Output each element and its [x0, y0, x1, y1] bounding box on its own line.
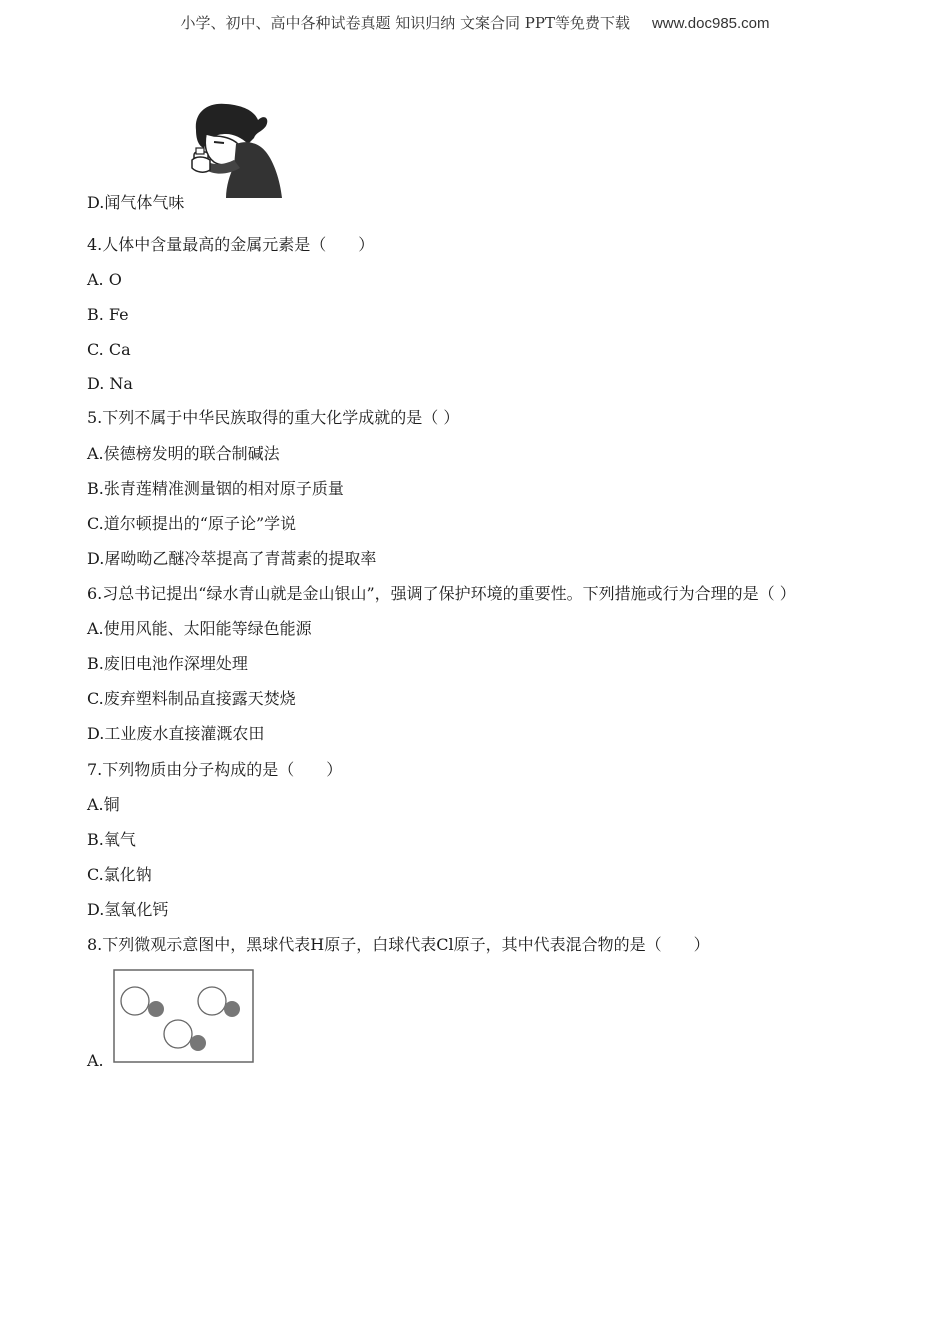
q4-option-b: B. Fe [87, 305, 129, 324]
q5-option-d: D.屠呦呦乙醚冷萃提高了青蒿素的提取率 [87, 549, 377, 568]
q4-stem: 4.人体中含量最高的金属元素是（ ） [87, 235, 375, 254]
q4-option-c: C. Ca [87, 340, 131, 359]
q7-option-d: D.氢氧化钙 [87, 900, 169, 919]
q6-option-b: B.废旧电池作深埋处理 [87, 654, 248, 673]
q7-stem: 7.下列物质由分子构成的是（ ） [87, 760, 343, 779]
page-header [0, 12, 950, 33]
q4-option-d: D. Na [87, 374, 133, 393]
q3-option-d: D.闻气体气味 [87, 193, 185, 212]
q6-option-a: A.使用风能、太阳能等绿色能源 [87, 619, 312, 638]
q5-stem: 5.下列不属于中华民族取得的重大化学成就的是（ ） [87, 408, 460, 427]
q6-option-c: C.废弃塑料制品直接露天焚烧 [87, 689, 296, 708]
q7-option-a: A.铜 [87, 795, 120, 814]
q4-option-a: A. O [87, 270, 122, 289]
q6-stem: 6.习总书记提出“绿水青山就是金山银山”，强调了保护环境的重要性。下列措施或行为合理的是（ ） [87, 584, 796, 603]
header-site: www.doc985.com [651, 15, 770, 32]
q6-option-d: D.工业废水直接灌溉农田 [87, 724, 265, 743]
q5-option-c: C.道尔顿提出的“原子论”学说 [87, 514, 297, 533]
molecule-diagram-a [113, 969, 255, 1065]
q7-option-c: C.氯化钠 [87, 865, 152, 884]
q8-option-a: A. [87, 1051, 104, 1070]
q7-option-b: B.氧气 [87, 830, 136, 849]
q5-option-b: B.张青莲精准测量铟的相对原子质量 [87, 479, 344, 498]
q5-option-a: A.侯德榜发明的联合制碱法 [87, 444, 280, 463]
header-text: 小学、初中、高中各种试卷真题 知识归纳 文案合同 PPT等免费下载 [180, 14, 630, 32]
smell-gas-illustration [186, 100, 286, 202]
q8-stem: 8.下列微观示意图中，黑球代表H原子，白球代表Cl原子，其中代表混合物的是（ ） [87, 935, 710, 954]
